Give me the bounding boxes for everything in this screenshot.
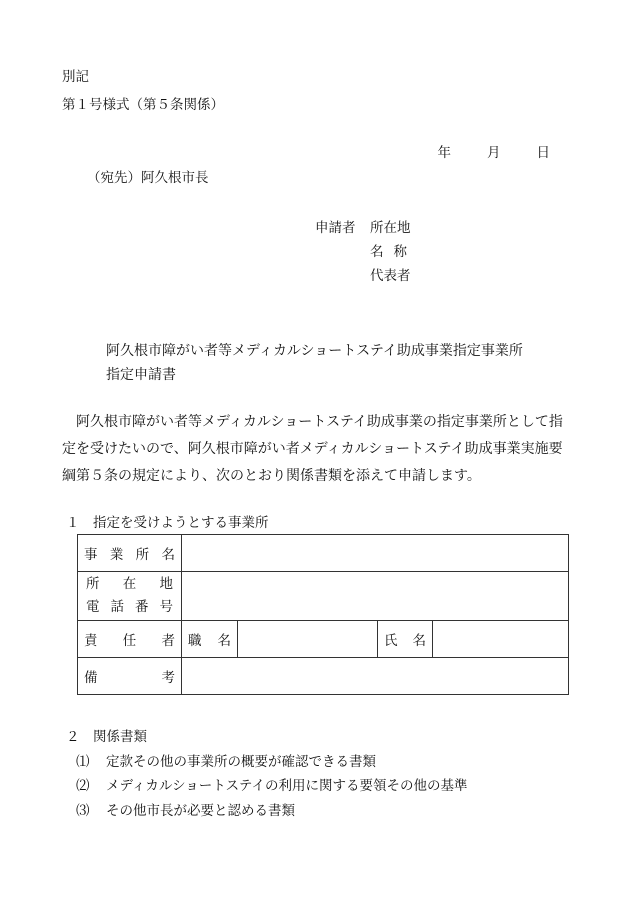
office-info-table	[77, 534, 569, 695]
section2-heading: ２ 関係書類	[66, 729, 147, 745]
manager-label: 責任者	[78, 621, 182, 658]
date-year: 年	[437, 145, 451, 161]
applicant-representative-label: 代表者	[370, 268, 411, 284]
remarks-label: 備考	[78, 658, 182, 695]
application-statement: 阿久根市障がい者等メディカルショートステイ助成事業の指定事業所として指定を受けたいので、阿久根市障がい者メディカルショートステイ助成事業実施要綱第５条の規定により、次のとおり関係書類を添えて申請します。	[62, 414, 563, 484]
section1-heading: １ 指定を受けようとする事業所	[66, 515, 269, 531]
position-field[interactable]	[238, 621, 378, 658]
date-line	[438, 141, 551, 161]
date-day: 日	[536, 145, 550, 161]
table-row	[78, 535, 569, 572]
table-row	[78, 658, 569, 695]
table-row	[78, 621, 569, 658]
address-phone-labels	[78, 572, 182, 621]
person-name-label: 氏名	[378, 621, 433, 658]
list-item	[76, 774, 467, 794]
phone-label: 電話番号	[86, 599, 173, 615]
document-title-line1: 阿久根市障がい者等メディカルショートステイ助成事業指定事業所	[106, 343, 523, 359]
table-row	[78, 572, 569, 621]
list-item-number: ⑴	[76, 754, 90, 770]
remarks-field[interactable]	[182, 658, 569, 695]
address-label: 所在地	[86, 576, 173, 592]
list-item	[76, 799, 295, 819]
list-item	[76, 750, 376, 770]
applicant-label: 申請者	[315, 220, 356, 236]
address-phone-field[interactable]	[182, 572, 569, 621]
person-name-field[interactable]	[433, 621, 569, 658]
list-item-text: その他市長が必要と認める書類	[106, 803, 295, 819]
office-name-field[interactable]	[182, 535, 569, 572]
document-title-line2: 指定申請書	[106, 367, 176, 383]
office-name-label: 事業所名	[78, 535, 182, 572]
applicant-location-label: 所在地	[370, 220, 411, 236]
appendix-label: 別記	[62, 69, 89, 85]
date-month: 月	[487, 145, 501, 161]
list-item-number: ⑵	[76, 778, 90, 794]
list-item-text: 定款その他の事業所の概要が確認できる書類	[106, 754, 376, 770]
form-number: 第１号様式（第５条関係）	[62, 97, 224, 113]
applicant-name-label: 名称	[370, 244, 417, 260]
list-item-text: メディカルショートステイの利用に関する要領その他の基準	[106, 778, 468, 794]
list-item-number: ⑶	[76, 803, 90, 819]
addressee: （宛先）阿久根市長	[87, 170, 209, 186]
position-label: 職名	[182, 621, 238, 658]
